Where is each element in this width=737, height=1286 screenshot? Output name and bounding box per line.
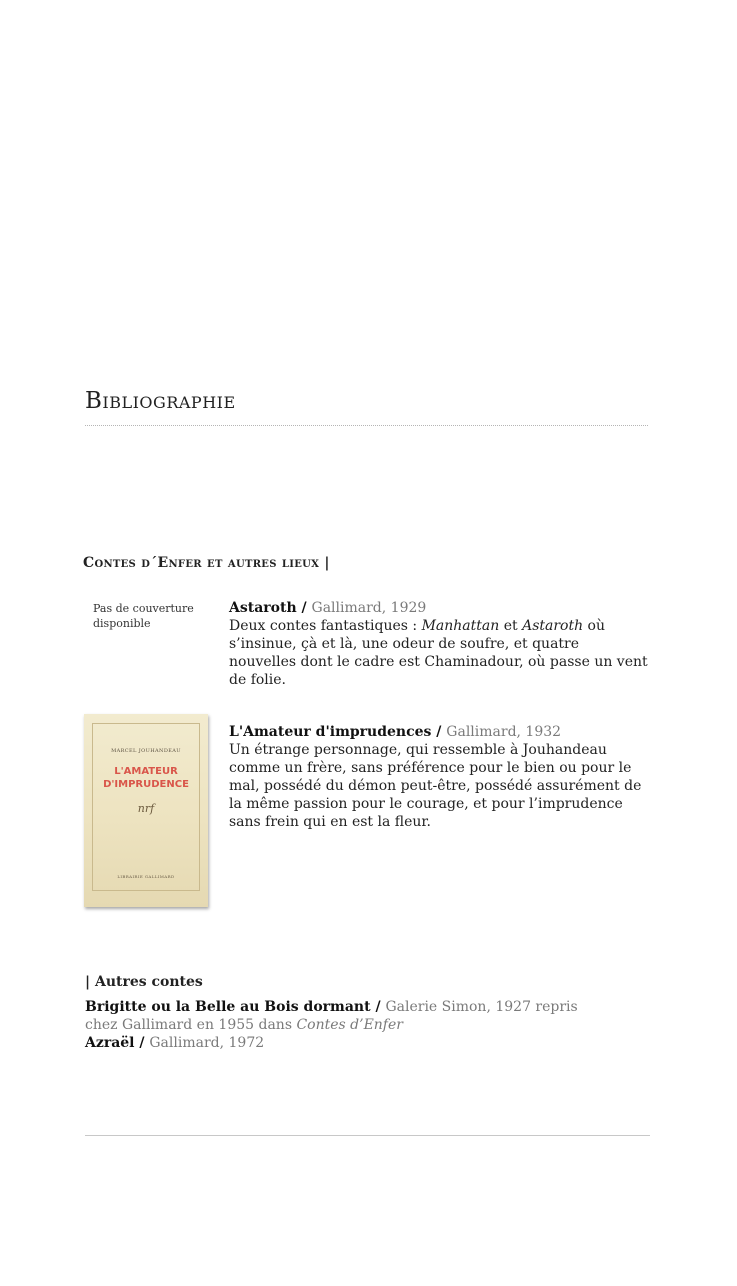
book-entry-astaroth — [229, 599, 649, 689]
book-title: Astaroth — [229, 600, 297, 616]
book-publisher: Gallimard, 1932 — [446, 724, 562, 740]
cover-author: MARCEL JOUHANDEAU — [111, 748, 181, 754]
tale-publisher: Galerie Simon, 1927 repris chez Gallimard en 1955 dans — [85, 999, 578, 1033]
tale-title: Azraël — [85, 1035, 135, 1051]
book-description-italic: Astaroth — [522, 618, 584, 634]
book-description-italic: Manhattan — [421, 618, 500, 634]
book-publisher: Gallimard, 1929 — [311, 600, 427, 616]
section-heading: Contes d´Enfer et autres lieux | — [83, 555, 330, 571]
tale-title: Brigitte ou la Belle au Bois dormant — [85, 999, 371, 1015]
other-tales-heading: | Autres contes — [85, 974, 203, 990]
tale-publisher: Gallimard, 1972 — [149, 1035, 265, 1051]
list-item — [85, 998, 605, 1034]
title-separator: / — [134, 1035, 150, 1051]
book-entry-amateur — [229, 723, 649, 831]
nrf-logo: nrf — [137, 802, 155, 815]
title-divider — [85, 425, 648, 426]
title-separator: / — [296, 600, 312, 616]
title-separator: / — [431, 724, 447, 740]
title-separator: / — [370, 999, 386, 1015]
book-description: et — [499, 618, 523, 634]
cover-title-line: L'AMATEUR — [114, 766, 178, 777]
book-title: L'Amateur d'imprudences — [229, 724, 432, 740]
cover-publisher: LIBRAIRIE GALLIMARD — [117, 874, 175, 879]
no-cover-placeholder: Pas de couverture disponible — [93, 602, 194, 630]
page-title: Bibliographie — [85, 388, 236, 414]
tale-publisher-italic: Contes d’Enfer — [296, 1017, 403, 1033]
cover-title — [84, 765, 208, 791]
footer-divider — [85, 1135, 650, 1136]
book-description: Un étrange personnage, qui ressemble à Jouhandeau comme un frère, sans préférence pour le bien ou pour le mal, possédé du démon peut-être, possédé assurément de la même passion pour le courage, et pour l’imprudence sans frein qui en est la fleur. — [229, 742, 642, 830]
book-cover-image — [84, 714, 208, 907]
cover-title-line: D'IMPRUDENCE — [103, 779, 189, 790]
other-tales-list — [85, 998, 605, 1052]
book-description: où s’insinue, çà et là, une odeur de soufre, et quatre nouvelles dont le cadre est Chaminadour, où passe un vent de folie. — [229, 618, 648, 688]
book-description: Deux contes fantastiques : — [229, 618, 422, 634]
list-item — [85, 1034, 605, 1052]
